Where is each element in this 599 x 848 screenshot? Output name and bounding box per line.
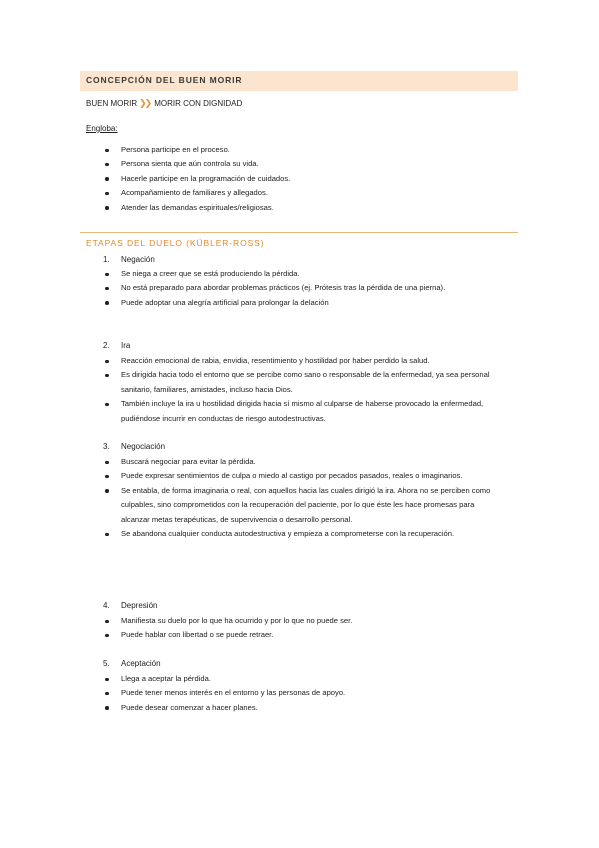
stage-heading <box>103 341 130 350</box>
list-item: Manifiesta su duelo por lo que ha ocurrido y por lo que no puede ser. <box>103 614 503 628</box>
stage-name: Negociación <box>121 442 166 451</box>
list-item: Acompañamiento de familiares y allegados. <box>103 186 503 200</box>
stage-heading <box>103 255 155 264</box>
list-item: Llega a aceptar la pérdida. <box>103 672 503 686</box>
engloba-list <box>103 143 503 215</box>
stage-number: 1. <box>103 255 110 264</box>
stage-number: 2. <box>103 341 110 350</box>
list-item: Puede expresar sentimientos de culpa o miedo al castigo por pecados pasados, reales o imaginarios. <box>103 469 503 483</box>
list-item: Atender las demandas espirituales/religiosas. <box>103 201 503 215</box>
list-item: Es dirigida hacia todo el entorno que se percibe como sano o responsable de la enfermedad, ya sea personal sanitario, familiares, amistades, incluso hacia Dios. <box>103 368 515 397</box>
etapas-title: ETAPAS DEL DUELO (KÜBLER-ROSS) <box>86 238 265 248</box>
stage-list <box>103 455 503 541</box>
concept-left: BUEN MORIR <box>86 99 138 108</box>
list-item: También incluye la ira u hostilidad dirigida hacia sí mismo al culparse de haberse provocado la enfermedad, pudiéndose incurrir en conductas de riesgo autodestructivas. <box>103 397 515 426</box>
list-item: Puede hablar con libertad o se puede retraer. <box>103 628 503 642</box>
stage-heading <box>103 442 165 451</box>
stage-number: 3. <box>103 442 110 451</box>
list-item: Reacción emocional de rabia, envidia, resentimiento y hostilidad por haber perdido la salud. <box>103 354 515 368</box>
engloba-label: Engloba: <box>86 124 118 133</box>
stage-heading <box>103 659 161 668</box>
stage-list <box>103 672 503 715</box>
list-item: Se entabla, de forma imaginaria o real, con aquellos hacia las cuales dirigió la ira. Ahora no se perciben como culpables, sino comprometidos con la recuperación del paciente, por lo que éste les hace promesas para alcanzar metas terapéuticas, de supervivencia o desarrollo personal. <box>103 484 503 527</box>
list-item: Persona sienta que aún controla su vida. <box>103 157 503 171</box>
stage-list <box>103 614 503 643</box>
list-item: Persona participe en el proceso. <box>103 143 503 157</box>
list-item: Hacerle participe en la programación de cuidados. <box>103 172 503 186</box>
list-item: Se niega a creer que se está produciendo la pérdida. <box>103 267 493 281</box>
chevron-right-icon: ❯❯ <box>139 98 151 108</box>
concept-line <box>86 98 242 109</box>
stage-name: Aceptación <box>121 659 161 668</box>
stage-name: Negación <box>121 255 155 264</box>
list-item: Puede adoptar una alegría artificial para prolongar la delación <box>103 296 493 310</box>
list-item: Puede desear comenzar a hacer planes. <box>103 701 503 715</box>
list-item: Puede tener menos interés en el entorno y las personas de apoyo. <box>103 686 503 700</box>
concept-right: MORIR CON DIGNIDAD <box>154 99 243 108</box>
stage-number: 5. <box>103 659 110 668</box>
list-item: Se abandona cualquier conducta autodestructiva y empieza a comprometerse con la recuperación. <box>103 527 503 541</box>
list-item: No está preparado para abordar problemas prácticos (ej. Prótesis tras la pérdida de una pierna). <box>103 281 493 295</box>
stage-number: 4. <box>103 601 110 610</box>
stage-name: Depresión <box>121 601 158 610</box>
stage-heading <box>103 601 157 610</box>
stage-name: Ira <box>121 341 131 350</box>
list-item: Buscará negociar para evitar la pérdida. <box>103 455 503 469</box>
section-divider <box>80 232 518 233</box>
stage-list <box>103 354 515 426</box>
stage-list <box>103 267 493 310</box>
section-title: CONCEPCIÓN DEL BUEN MORIR <box>86 75 243 85</box>
